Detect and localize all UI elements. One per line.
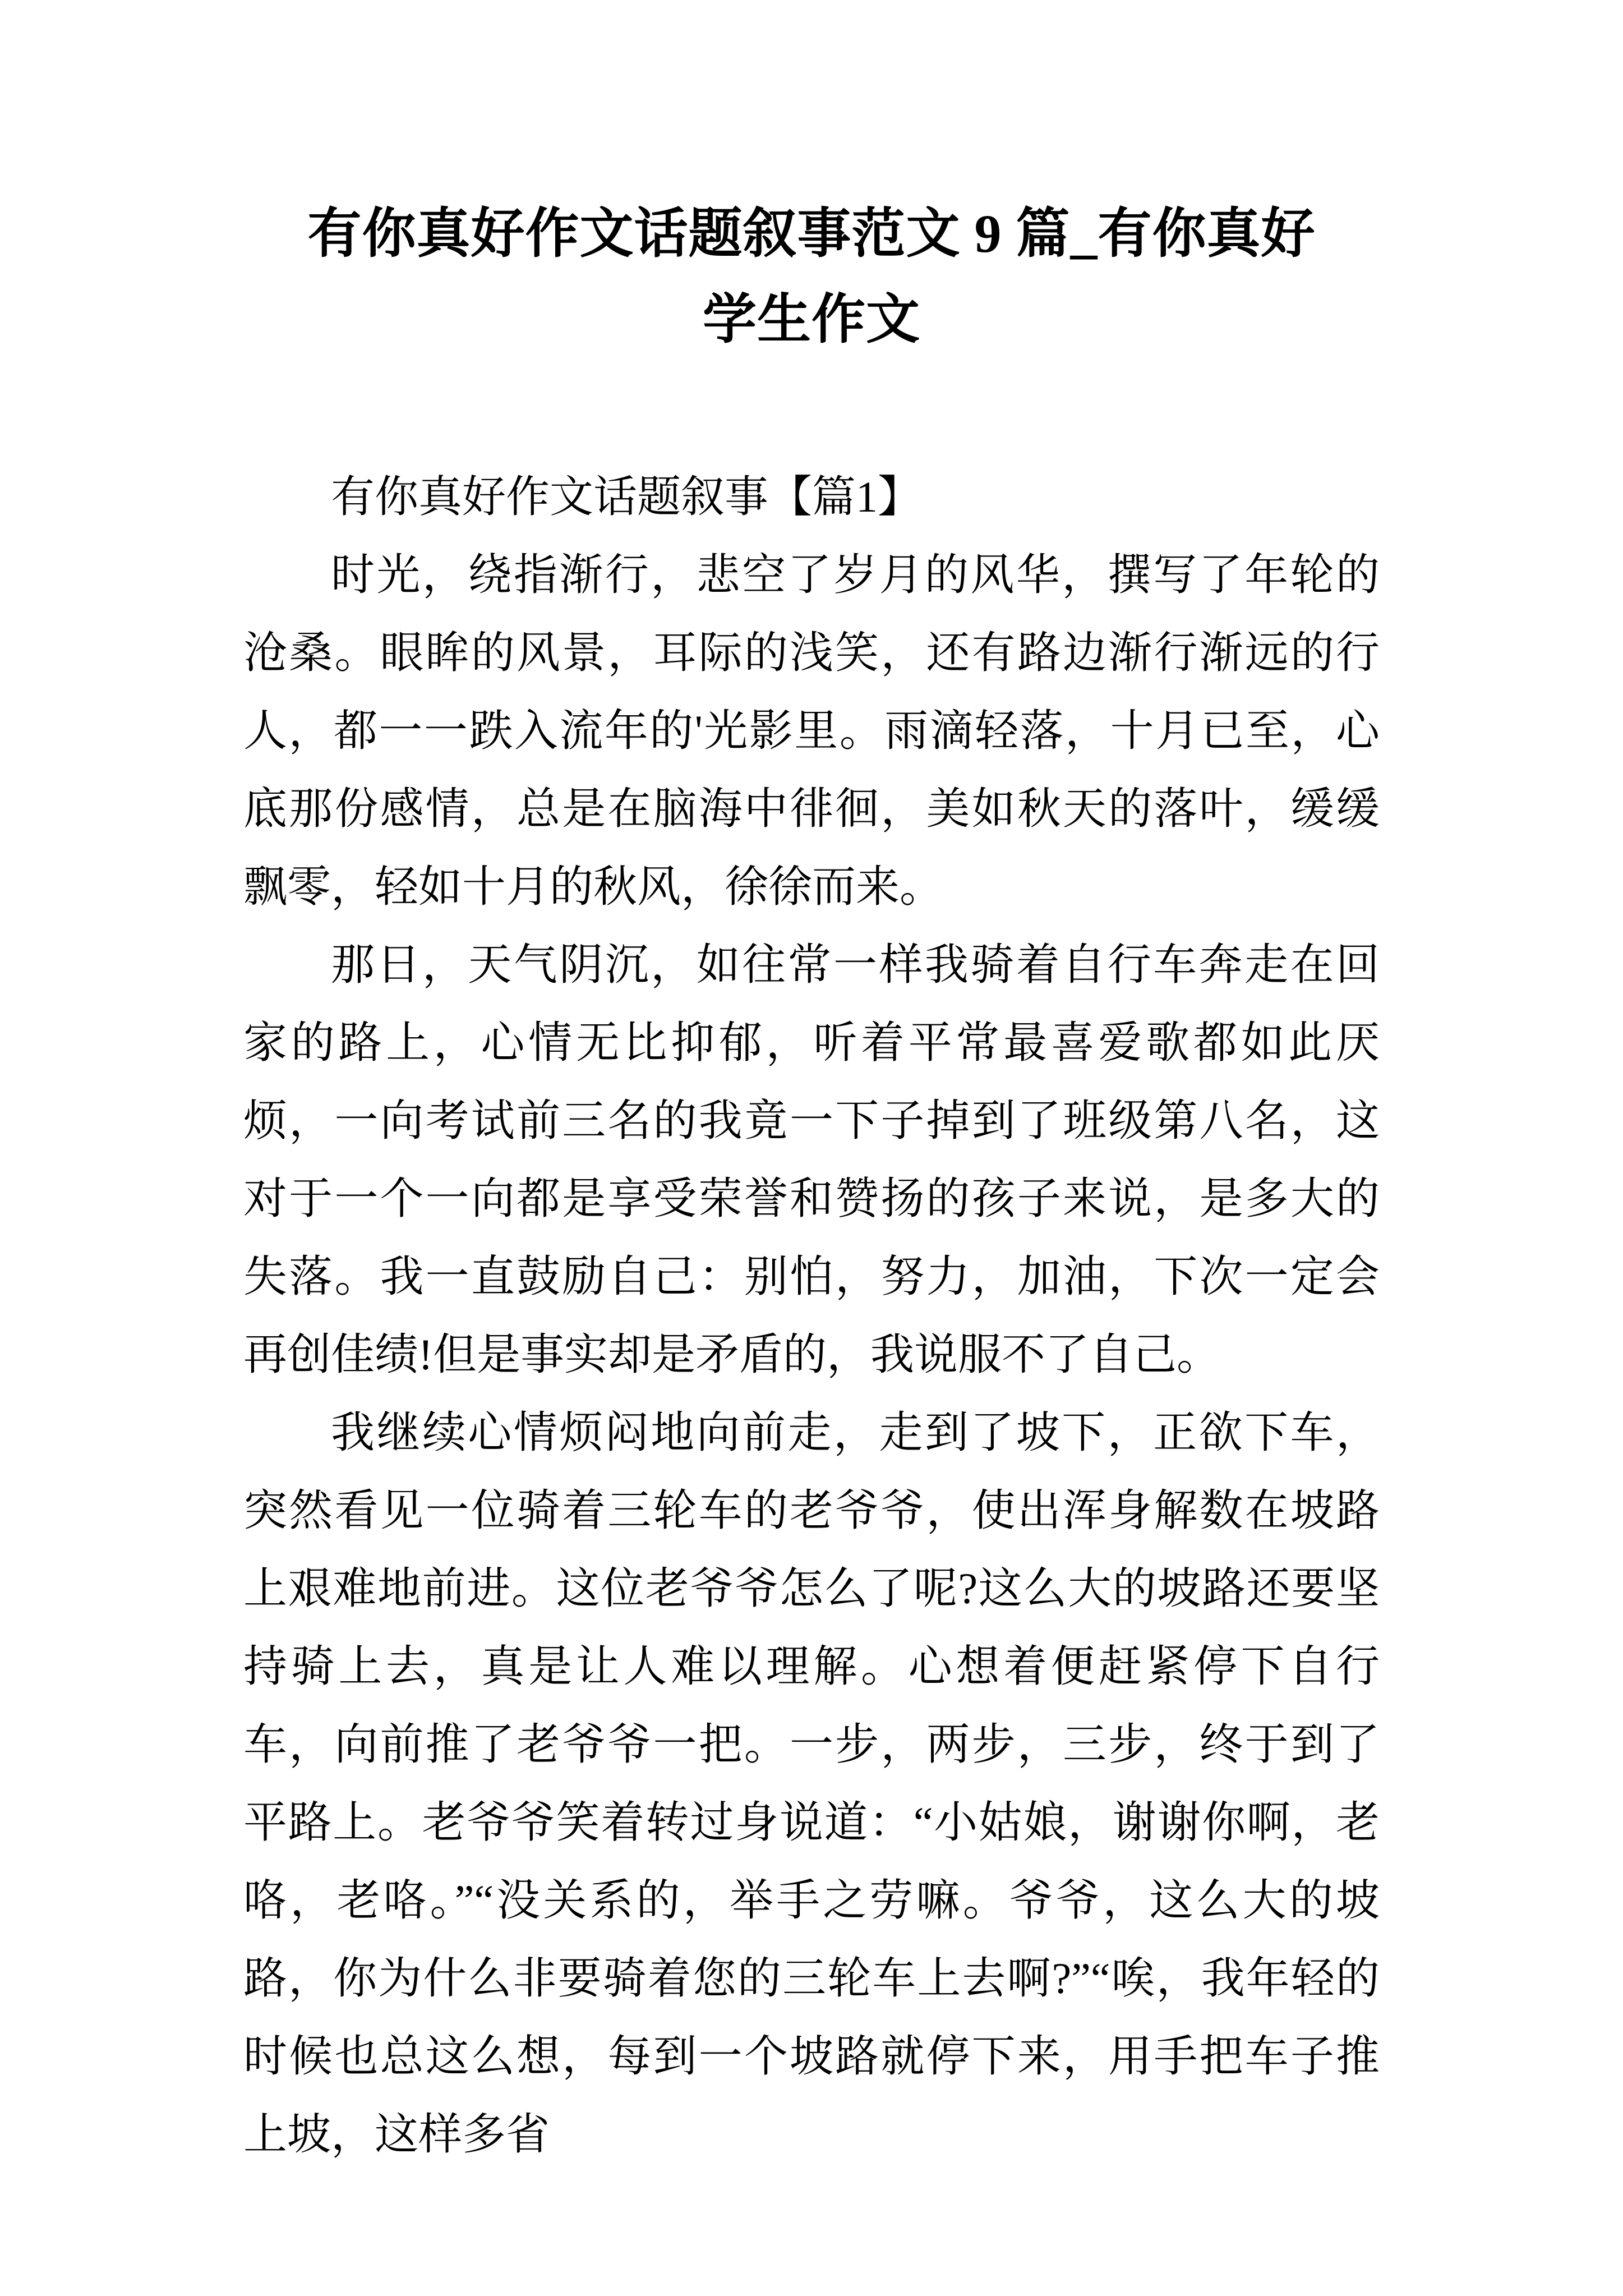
document-body [243, 458, 1380, 2173]
paragraph-2: 那日，天气阴沉，如往常一样我骑着自行车奔走在回家的路上，心情无比抑郁，听着平常最喜爱歌都如此厌烦，一向考试前三名的我竟一下子掉到了班级第八名，这对于一个一向都是享受荣誉和赞扬的孩子来说，是多大的失落。我一直鼓励自己：别怕，努力，加油，下次一定会再创佳绩!但是事实却是矛盾的，我说服不了自己。 [243, 940, 1380, 1379]
document-title-line-2: 学生作文 [703, 289, 920, 349]
document-title-line-1: 有你真好作文话题叙事范文 9 篇_有你真好 [307, 204, 1316, 264]
document-title [243, 191, 1380, 362]
section-heading: 有你真好作文话题叙事【篇1】 [331, 472, 922, 521]
paragraph-3: 我继续心情烦闷地向前走，走到了坡下，正欲下车，突然看见一位骑着三轮车的老爷爷，使出浑身解数在坡路上艰难地前进。这位老爷爷怎么了呢?这么大的坡路还要坚持骑上去，真是让人难以理解。心想着便赶紧停下自行车，向前推了老爷爷一把。一步，两步，三步，终于到了平路上。老爷爷笑着转过身说道：“小姑娘，谢谢你啊，老咯，老咯。”“没关系的，举手之劳嘛。爷爷，这么大的坡路，你为什么非要骑着您的三轮车上去啊?”“唉，我年轻的时候也总这么想，每到一个坡路就停下来，用手把车子推上坡，这样多省 [243, 1408, 1380, 2159]
paragraph-1: 时光，绕指渐行，悲空了岁月的风华，撰写了年轮的沧桑。眼眸的风景，耳际的浅笑，还有路边渐行渐远的行人，都一一跌入流年的'光影里。雨滴轻落，十月已至，心底那份感情，总是在脑海中徘徊，美如秋天的落叶，缓缓飘零，轻如十月的秋风，徐徐而来。 [243, 550, 1380, 911]
